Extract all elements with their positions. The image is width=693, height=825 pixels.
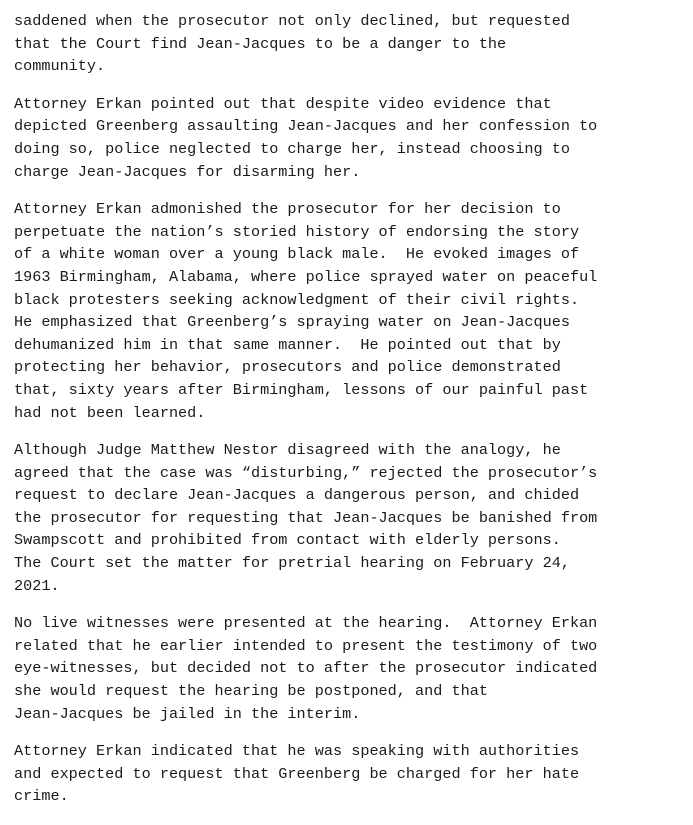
document-page <box>14 10 684 823</box>
paragraph-birmingham: Attorney Erkan admonished the prosecutor for her decision to perpetuate the nation’s storied history of endorsing the story of a white woman over a young black male. He evoked images of 1963 Birmingham, Alabama, where police sprayed water on peaceful black protesters seeking acknowledgment of their civil rights. He emphasized that Greenberg’s spraying water on Jean-Jacques dehumanized him in that same manner. He pointed out that by protecting her behavior, prosecutors and police demonstrated that, sixty years after Birmingham, lessons of our painful past had not been learned. <box>14 200 598 422</box>
paragraph-continuation: saddened when the prosecutor not only declined, but requested that the Court find Jean-Jacques to be a danger to the community. <box>14 12 570 76</box>
paragraph-authorities: Attorney Erkan indicated that he was speaking with authorities and expected to request that Greenberg be charged for her hate crime. <box>14 742 580 806</box>
paragraph-video-evidence: Attorney Erkan pointed out that despite video evidence that depicted Greenberg assaulting Jean-Jacques and her confession to doing so, police neglected to charge her, instead choosing to charge Jean-Jacques for disarming her. <box>14 94 598 181</box>
paragraph-witnesses: No live witnesses were presented at the hearing. Attorney Erkan related that he earlier intended to present the testimony of two eye-witnesses, but decided not to after the prosecutor indicated she would request the hearing be postponed, and that Jean-Jacques be jailed in the interim. <box>14 614 598 723</box>
paragraph-judge-ruling: Although Judge Matthew Nestor disagreed with the analogy, he agreed that the case was “disturbing,” rejected the prosecutor’s request to declare Jean-Jacques a dangerous person, and chided the prosecutor for requesting that Jean-Jacques be banished from Swampscott and prohibited from contact with elderly persons. The Court set the matter for pretrial hearing on February 24, 2021. <box>14 441 598 595</box>
